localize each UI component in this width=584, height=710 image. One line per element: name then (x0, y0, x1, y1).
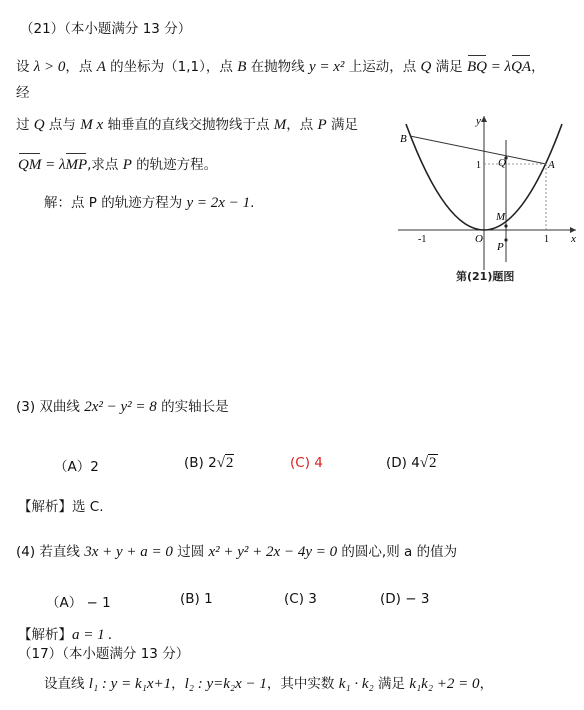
label-m: M (496, 211, 506, 223)
label-a: A (548, 159, 555, 171)
label-neg-one: -1 (418, 234, 427, 245)
y-axis-arrow (481, 116, 487, 122)
q3-stem: (3) 双曲线 2x² − y² = 8 的实轴长是 (16, 399, 229, 415)
parabola-diagram (396, 112, 580, 272)
vector-qa: QA (511, 59, 532, 75)
q21-figure (396, 112, 580, 288)
figure-caption: 第(21)题图 (456, 270, 515, 283)
q4-option-a[interactable]: （A） − 1 (46, 595, 111, 611)
vector-bq: BQ (466, 59, 487, 75)
label-one-x: 1 (544, 234, 549, 245)
q3-option-c[interactable]: (C) 4 (290, 455, 323, 471)
label-q: Q (498, 157, 506, 169)
q21-line2: 经 (16, 85, 30, 101)
label-x: x (571, 233, 576, 245)
q4-option-d[interactable]: (D) − 3 (380, 591, 430, 607)
q21-line3: 过 Q 点与 M x 轴垂直的直线交抛物线于点 M，点 P 满足 (16, 117, 359, 133)
q21-line1: 设 λ > 0，点 A 的坐标为（1,1），点 B 在抛物线 y = x² 上运动，点 Q 满足 BQ = λQA， (16, 59, 545, 75)
point-m (504, 224, 507, 227)
q3-analysis: 【解析】选 C. (18, 499, 104, 515)
sqrt-symbol: √2 (419, 455, 437, 471)
label-b: B (400, 133, 407, 145)
vector-qm: QM (18, 157, 42, 173)
q3-option-b[interactable]: (B) 2√2 (184, 455, 234, 471)
label-y: y (476, 115, 481, 127)
q4-option-b[interactable]: (B) 1 (180, 591, 213, 607)
q3-option-a[interactable]: （A）2 (54, 459, 99, 475)
q4-analysis: 【解析】a = 1 . (18, 627, 113, 643)
q17-stem: 设直线 l₁ : y = k₁x+1，l₂ : y=k₂x − 1，其中实数 k₁ · k₂ 满足 k₁k₂ +2 = 0， (44, 676, 494, 692)
q3-option-d[interactable]: (D) 4√2 (386, 455, 437, 471)
q4-stem: (4) 若直线 3x + y + a = 0 过圆 x² + y² + 2x − 4y = 0 的圆心,则 a 的值为 (16, 544, 458, 560)
label-o: O (475, 233, 483, 245)
q21-line4: QM = λMP,求点 P 的轨迹方程。 (18, 157, 218, 173)
point-p (504, 238, 507, 241)
label-one-y: 1 (476, 160, 481, 171)
q4-option-c[interactable]: (C) 3 (284, 591, 317, 607)
label-p: P (497, 241, 504, 253)
q21-header: （21）（本小题满分 13 分） (20, 21, 192, 37)
q21-answer: 解：点 P 的轨迹方程为 y = 2x − 1. (44, 195, 255, 211)
q17-header: （17）（本小题满分 13 分） (18, 646, 190, 662)
vector-mp: MP (65, 157, 88, 173)
sqrt-symbol: √2 (216, 455, 234, 471)
